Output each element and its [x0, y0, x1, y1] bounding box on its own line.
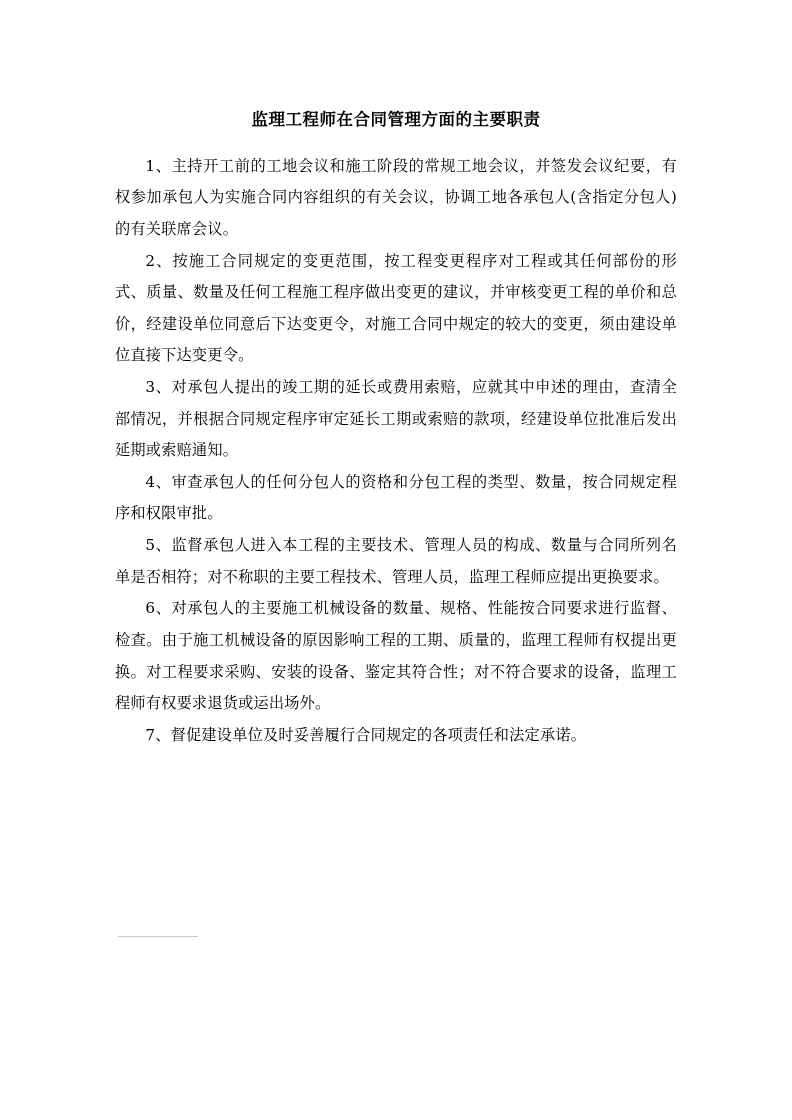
- footnote-separator: [118, 936, 198, 937]
- document-body: [115, 151, 677, 752]
- paragraph-2: 2、按施工合同规定的变更范围，按工程变更程序对工程或其任何部份的形式、质量、数量及任何工程施工程序做出变更的建议，并审核变更工程的单价和总价，经建设单位同意后下达变更令，对施工合同中规定的较大的变更，须由建设单位直接下达变更令。: [115, 251, 677, 365]
- page-title: 监理工程师在合同管理方面的主要职责: [251, 110, 541, 129]
- paragraph-7: 7、督促建设单位及时妥善履行合同规定的各项责任和法定承诺。: [145, 725, 587, 744]
- paragraph-4: 4、审查承包人的任何分包人的资格和分包工程的类型、数量，按合同规定程序和权限审批。: [115, 472, 677, 523]
- paragraph-1: 1、主持开工前的工地会议和施工阶段的常规工地会议，并签发会议纪要，有权参加承包人为实施合同内容组织的有关会议，协调工地各承包人(含指定分包人)的有关联席会议。: [115, 156, 677, 238]
- paragraph-6: 6、对承包人的主要施工机械设备的数量、规格、性能按合同要求进行监督、检查。由于施工机械设备的原因影响工程的工期、质量的，监理工程师有权提出更换。对工程要求采购、安装的设备、鉴定其符合性；对不符合要求的设备，监理工程师有权要求退货或运出场外。: [115, 599, 677, 713]
- paragraph-5: 5、监督承包人进入本工程的主要技术、管理人员的构成、数量与合同所列名单是否相符；对不称职的主要工程技术、管理人员，监理工程师应提出更换要求。: [115, 536, 677, 586]
- paragraph-3: 3、对承包人提出的竣工期的延长或费用索赔，应就其中申述的理由，查清全部情况，并根据合同规定程序审定延长工期或索赔的款项，经建设单位批准后发出延期或索赔通知。: [115, 378, 677, 460]
